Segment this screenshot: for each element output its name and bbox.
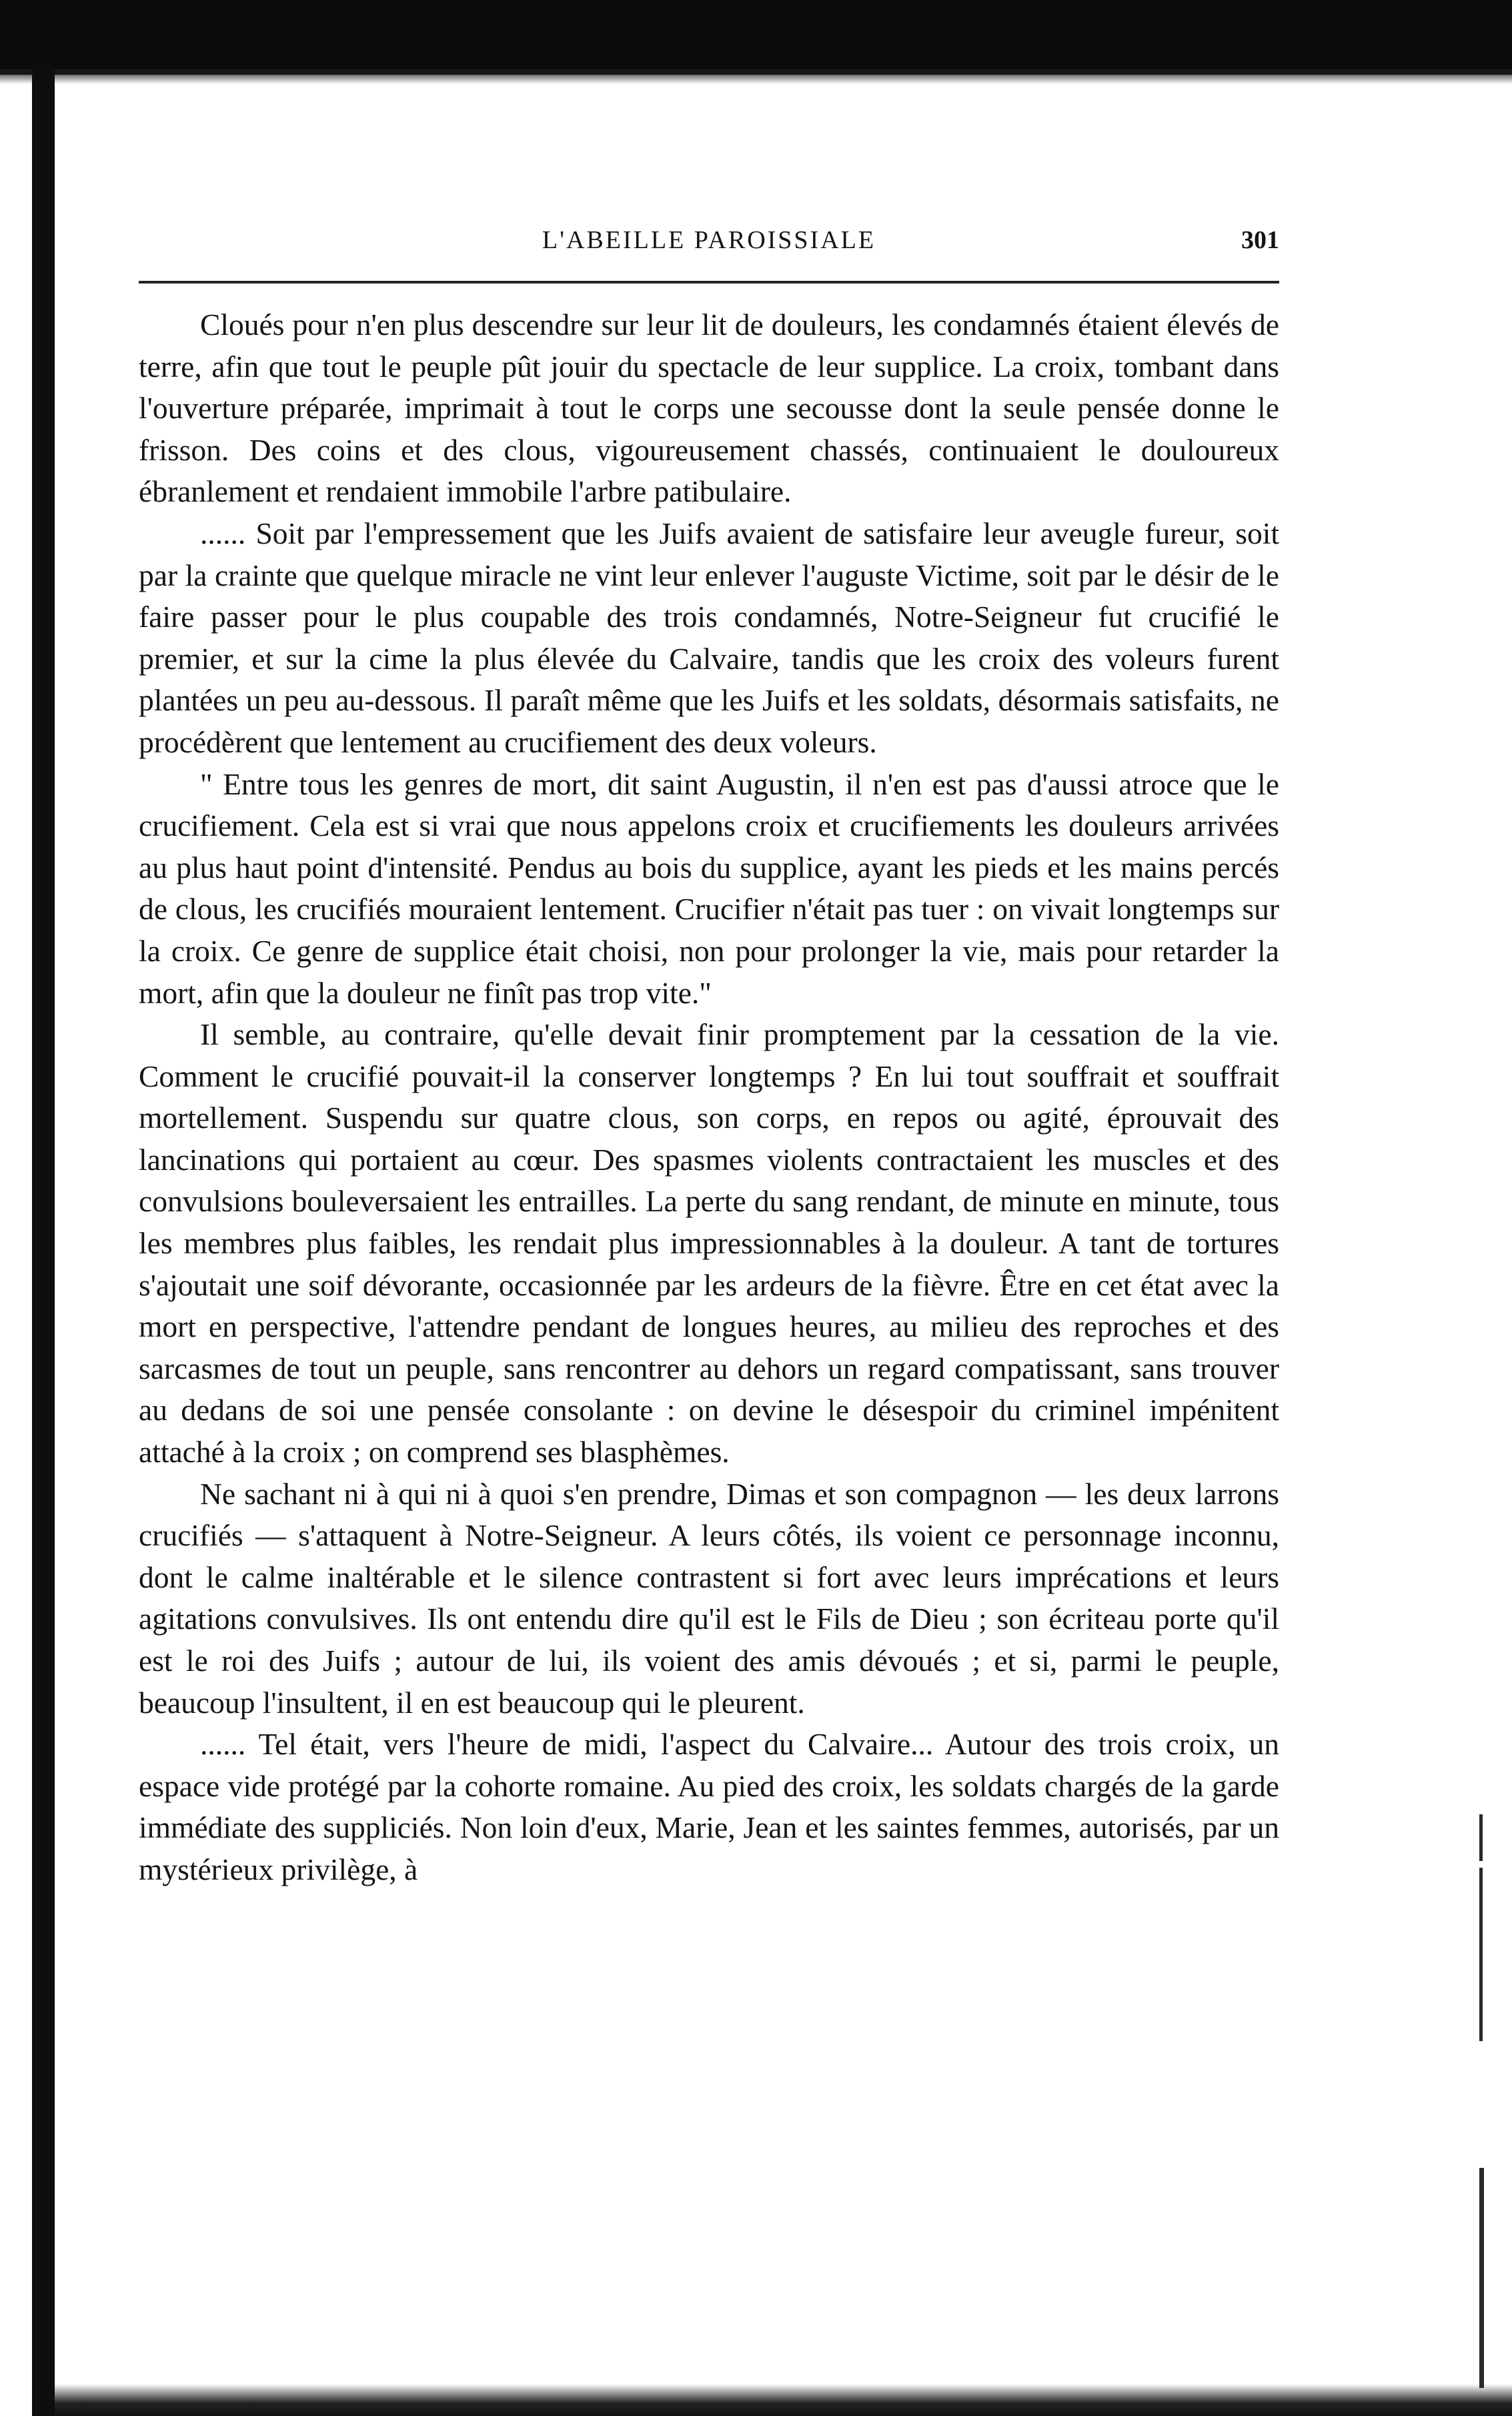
paragraph: ...... Soit par l'empressement que les Juifs avaient de satisfaire leur aveugle fureur, soit par la crainte que quelque miracle ne vint leur enlever l'auguste Victime, soit par le désir de le faire passer pour le plus coupable des trois condamnés, Notre-Seigneur fut crucifié le premier, et sur la cime la plus élevée du Calvaire, tandis que les croix des voleurs furent plantées un peu au-dessous. Il paraît même que les Juifs et les soldats, désormais satisfaits, ne procédèrent que lentement au crucifiement des deux voleurs.	[139, 516, 1279, 759]
scan-right-mark	[1479, 1814, 1483, 1861]
scan-left-border	[32, 67, 55, 2416]
scan-top-shadow	[0, 69, 1512, 84]
running-header	[139, 220, 1279, 260]
scan-right-mark	[1479, 2168, 1484, 2388]
paragraph: ...... Tel était, vers l'heure de midi, l'aspect du Calvaire... Autour des trois croix, un espace vide protégé par la cohorte romaine. Au pied des croix, les soldats chargés de la garde immédiate des suppliciés. Non loin d'eux, Marie, Jean et les saintes femmes, autorisés, par un mystérieux privilège, à	[139, 1727, 1279, 1886]
paragraph: Il semble, au contraire, qu'elle devait finir promptement par la cessation de la vie. Comment le crucifié pouvait-il la conserver longtemps ? En lui tout souffrait et souffrait mortellement. Suspendu sur quatre clous, son corps, en repos ou agité, éprouvait des lancinations qui portaient au cœur. Des spasmes violents contractaient les muscles et des convulsions bouleversaient les entrailles. La perte du sang rendant, de minute en minute, tous les membres plus faibles, les rendait plus impressionnables à la douleur. A tant de tortures s'ajoutait une soif dévorante, occasionnée par les ardeurs de la fièvre. Être en cet état avec la mort en perspective, l'attendre pendant de longues heures, au milieu des reproches et des sarcasmes de tout un peuple, sans rencontrer au dehors un regard compatissant, sans trouver au dedans de soi une pensée consolante : on devine le désespoir du criminel impénitent attaché à la croix ; on comprend ses blasphèmes.	[139, 1017, 1279, 1469]
page-number: 301	[1241, 226, 1279, 254]
journal-title: L'ABEILLE PAROISSIALE	[542, 226, 876, 254]
scan-top-border	[0, 0, 1512, 75]
paragraph: Ne sachant ni à qui ni à quoi s'en prendre, Dimas et son compagnon — les deux larrons crucifiés — s'attaquent à Notre-Seigneur. A leurs côtés, ils voient ce personnage inconnu, dont le calme inaltérable et le silence contrastent si fort avec leurs imprécations et leurs agitations convulsives. Ils ont entendu dire qu'il est le Fils de Dieu ; son écriteau porte qu'il est le roi des Juifs ; autour de lui, ils voient des amis dévoués ; et si, parmi le peuple, beaucoup l'insultent, il en est beaucoup qui le pleurent.	[139, 1476, 1279, 1720]
scan-bottom-border	[55, 2384, 1512, 2416]
body-text	[139, 304, 1279, 1891]
paragraph: " Entre tous les genres de mort, dit saint Augustin, il n'en est pas d'aussi atroce que le crucifiement. Cela est si vrai que nous appelons croix et crucifiements les douleurs arrivées au plus haut point d'intensité. Pendus au bois du supplice, ayant les pieds et les mains percés de clous, les crucifiés mouraient lentement. Crucifier n'était pas tuer : on vivait longtemps sur la croix. Ce genre de supplice était choisi, non pour prolonger la vie, mais pour retarder la mort, afin que la douleur ne finît pas trop vite."	[139, 766, 1279, 1010]
scan-right-mark	[1479, 1868, 1483, 2041]
header-rule	[139, 281, 1279, 283]
paragraph: Cloués pour n'en plus descendre sur leur lit de douleurs, les condamnés étaient élevés de terre, afin que tout le peuple pût jouir du spectacle de leur supplice. La croix, tombant dans l'ouverture préparée, imprimait à tout le corps une secousse dont la seule pensée donne le frisson. Des coins et des clous, vigoureusement chassés, continuaient le douloureux ébranlement et rendaient immobile l'arbre patibulaire.	[139, 308, 1279, 509]
